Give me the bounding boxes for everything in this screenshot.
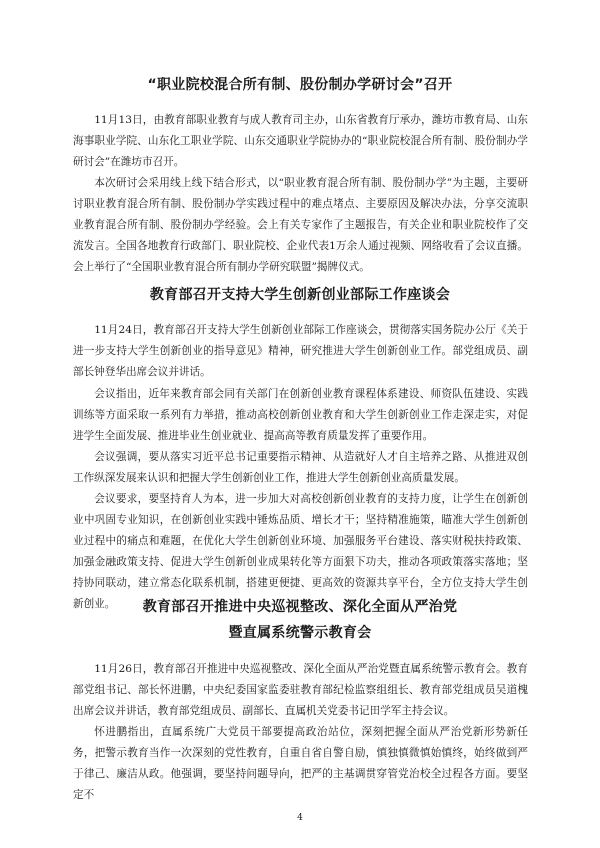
- section-3-paragraph-2: 怀进鹏指出，直属系统广大党员干部要提高政治站位，深刻把握全面从严治党新形势新任务，把警示教育当作一次深刻的党性教育，自重自省自警自励，慎独慎微慎始慎终，始终做到严于律己、廉洁从政。他强调，要坚持问题导向，把严的主基调贯穿管党治校全过程各方面。要坚定不: [73, 726, 528, 801]
- section-title-2: 教育部召开支持大学生创新创业部际工作座谈会: [149, 287, 451, 303]
- section-1-paragraph-1: 11月13日，由教育部职业教育与成人教育司主办，山东省教育厅承办，潍坊市教育局、山东海事职业学院、山东化工职业学院、山东交通职业学院协办的“职业院校混合所有制、股份制办学研讨会”在潍坊市召开。: [73, 114, 528, 168]
- section-2-paragraph-1: 11月24日，教育部召开支持大学生创新创业部际工作座谈会，贯彻落实国务院办公厅《关于进一步支持大学生创新创业的指导意见》精神，研究推进大学生创新创业工作。部党组成员、副部长钟登华出席会议并讲话。: [73, 324, 528, 378]
- section-3-paragraph-1: 11月26日，教育部召开推进中央巡视整改、深化全面从严治党暨直属系统警示教育会。教育部党组书记、部长怀进鹏，中央纪委国家监委驻教育部纪检监察组组长、教育部党组成员吴道槐出席会议并讲话，教育部党组成员、副部长、直属机关党委书记田学军主持会议。: [73, 663, 528, 717]
- section-title-1: “职业院校混合所有制、股份制办学研讨会”召开: [147, 77, 453, 93]
- section-1-paragraph-2: 本次研讨会采用线上线下结合形式，以“职业教育混合所有制、股份制办学”为主题，主要研讨职业教育混合所有制、股份制办学实践过程中的难点堵点、主要原因及解决办法，分享交流职业教育混合所有制、股份制办学经验。会上有关专家作了主题报告，有关企业和职业院校作了交流发言。全国各地教育行政部门、职业院校、企业代表1万余人通过视频、网络收看了会议直播。会上举行了“全国职业教育混合所有制办学研究联盟”揭牌仪式。: [73, 177, 528, 273]
- section-title-3-line-2: 暨直属系统警示教育会: [228, 625, 372, 641]
- section-2-paragraph-3: 会议强调，要从落实习近平总书记重要指示精神、从造就好人才自主培养之路、从推进双创工作纵深发展来认识和把握大学生创新创业工作，推进大学生创新创业高质量发展。: [73, 451, 528, 484]
- section-2-paragraph-2: 会议指出，近年来教育部会同有关部门在创新创业教育课程体系建设、师资队伍建设、实践训练等方面采取一系列有力举措，推动高校创新创业教育和大学生创新创业工作走深走实，对促进学生全面发展、推进毕业生创业就业、提高高等教育质量发挥了重要作用。: [73, 388, 528, 442]
- section-title-3-line-1: 教育部召开推进中央巡视整改、深化全面从严治党: [142, 599, 458, 615]
- page-number: 4: [297, 813, 303, 823]
- section-2-paragraph-4: 会议要求，要坚持育人为本，进一步加大对高校创新创业教育的支持力度，让学生在创新创业中巩固专业知识，在创新创业实践中锤炼品质、增长才干；坚持精准施策，瞄准大学生创新创业过程中的痛点和难题，在优化大学生创新创业环境、加强服务平台建设、落实财税扶持政策、加强金融政策支持、促进大学生创新创业成果转化等方面狠下功夫，推动各项政策落实落地；坚持协同联动，建立常态化联系机制，搭建更便捷、更高效的资源共享平台，全方位支持大学生创新创业。: [73, 493, 528, 610]
